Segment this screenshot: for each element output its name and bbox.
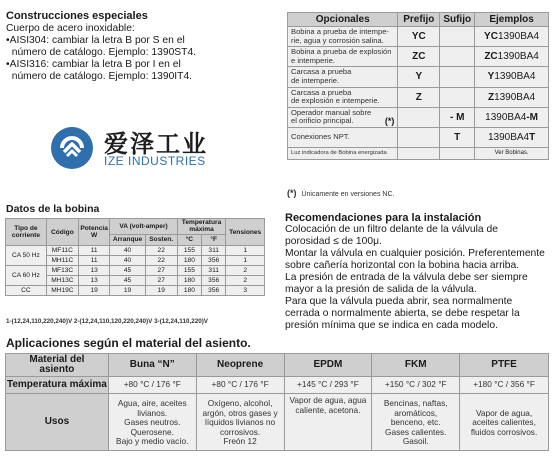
option-prefijo: [398, 107, 440, 127]
option-prefijo: [398, 127, 440, 147]
coil-f: 311: [202, 266, 226, 276]
seat-usos-row: [6, 394, 549, 451]
option-sufijo: [440, 87, 475, 107]
usos-line: fluidos corrosivos.: [470, 426, 538, 437]
material-temp: +150 °C / 302 °F: [372, 377, 460, 394]
coil-codigo: MF11C: [46, 246, 78, 256]
coil-codigo: MH13C: [46, 276, 78, 286]
option-desc: [288, 27, 398, 47]
header-arranque: Arranque: [110, 234, 145, 245]
option-prefijo: Z: [398, 87, 440, 107]
options-header: Opcionales: [288, 13, 398, 27]
example-code: 1390BA4: [487, 131, 530, 143]
coil-tens: 1: [226, 256, 265, 266]
recomendacion-line: porosidad ≤ de 100μ.: [285, 236, 382, 247]
example-prefix: YC: [484, 31, 498, 43]
example-suffix: T: [529, 131, 536, 143]
recomendacion-line: La presión de entrada de la válvula debe ser siempre: [285, 272, 528, 283]
especiales-body: [6, 23, 276, 83]
coil-arranque: 40: [110, 246, 145, 256]
material-name: FKM: [372, 354, 460, 377]
option-desc-line: de intemperie.: [291, 75, 340, 85]
usos-line: líquidos livianos no: [205, 417, 276, 428]
option-desc-line: Bobina a prueba de explosión: [291, 47, 392, 57]
options-row: [288, 47, 549, 67]
usos-line: Bajo y medio vacío.: [116, 436, 189, 447]
recomendaciones-title: Recomendaciones para la instalación: [285, 212, 482, 224]
option-desc-line: Operador manual sobre: [291, 107, 372, 117]
option-desc-line: Carcasa a prueba: [291, 67, 352, 77]
recomendacion-line: Para que la válvula pueda abrir, sea normalmente: [285, 296, 513, 307]
coil-potencia: 13: [78, 276, 109, 286]
usos-line: Querosene.: [130, 426, 174, 437]
material-name: Neoprene: [196, 354, 284, 377]
options-footnote: [287, 188, 394, 198]
coil-c: 180: [177, 256, 201, 266]
header-temp: Temperatura máxima: [177, 219, 226, 235]
logo-cn-text: 爱泽工业: [104, 130, 208, 158]
option-desc: [288, 147, 398, 159]
coil-c: 180: [177, 276, 201, 286]
coil-arranque: 45: [110, 266, 145, 276]
coil-footnote: 1-(12,24,110,220,240)V 2-(12,24,110,120,220,240)V 3-(12,24,110,220)V: [6, 318, 209, 325]
option-example: [475, 127, 549, 147]
usos-line: aromáticos,: [394, 407, 438, 418]
recomendaciones-section: [285, 212, 549, 332]
usos-line: Oxígeno, alcohol,: [207, 398, 273, 409]
options-row: [288, 27, 549, 47]
material-name: EPDM: [284, 354, 372, 377]
footnote-text: Únicamente en versiones NC.: [301, 191, 395, 198]
header-tipo: Tipo de corriente: [6, 219, 47, 246]
option-example: [475, 67, 549, 87]
options-header: Prefijo: [398, 13, 440, 27]
options-row: [288, 107, 549, 127]
usos-line: caliente, acetona.: [295, 404, 361, 415]
option-desc: [288, 107, 398, 127]
ize-logo-icon: [50, 126, 94, 170]
usos-line: Vapor de agua,: [476, 407, 533, 418]
coil-codigo: MH19C: [46, 286, 78, 296]
coil-tens: 1: [226, 246, 265, 256]
especiales-title: Construcciones especiales: [6, 10, 148, 22]
material-usos: [460, 394, 549, 451]
header-va: VA (volt-amper): [110, 219, 177, 235]
coil-tens: 2: [226, 276, 265, 286]
recomendacion-line: Montar la válvula en cualquier posición. Preferentemente: [285, 248, 545, 259]
usos-line: Bencinas, naftas,: [383, 398, 448, 409]
usos-line: Gases neutros.: [124, 417, 181, 428]
option-prefijo: [398, 147, 440, 159]
options-row: [288, 87, 549, 107]
option-sufijo: [440, 67, 475, 87]
option-sufijo: [440, 47, 475, 67]
option-example: [475, 87, 549, 107]
usos-line: livianos.: [137, 407, 168, 418]
coil-sosten: 27: [145, 266, 177, 276]
option-desc-line: Luz indicadora de Bobina energizada: [291, 150, 387, 157]
temp-row-label: Temperatura máxima: [6, 377, 109, 394]
example-prefix: Y: [487, 71, 495, 83]
header-tensiones: Tensiones: [226, 219, 265, 246]
option-desc-line: rie, agua y corrosión salina.: [291, 35, 384, 45]
option-example: [475, 147, 549, 159]
material-name: PTFE: [460, 354, 549, 377]
material-usos: [284, 394, 372, 451]
usos-line: Vapor de agua, agua: [289, 395, 367, 405]
coil-tipo: CA 50 Hz: [6, 246, 47, 266]
header-fahrenheit: °F: [202, 234, 226, 245]
logo-en-text: IZE INDUSTRIES: [104, 154, 206, 168]
seat-header-label: Material del asiento: [6, 354, 109, 377]
usos-line: Gasoil.: [402, 436, 429, 447]
coil-table: [5, 218, 265, 296]
options-table: [287, 12, 549, 160]
recomendacion-line: mayor a la presión de salida de la válvula.: [285, 284, 477, 295]
coil-potencia: 13: [78, 266, 109, 276]
option-desc-line: Carcasa a prueba: [291, 87, 352, 97]
coil-sosten: 19: [145, 286, 177, 296]
options-header: Sufijo: [440, 13, 475, 27]
example-code: 1390BA4: [485, 111, 527, 123]
coil-c: 155: [177, 266, 201, 276]
especiales-line: número de catálogo. Ejemplo: 1390ST4.: [6, 47, 197, 58]
especiales-section: [6, 10, 276, 83]
recomendacion-line: cerrada o normalmente abierta, se debe respetar la: [285, 308, 520, 319]
recomendaciones-body: [285, 224, 549, 332]
example-suffix: -M: [526, 111, 538, 123]
coil-sosten: 22: [145, 246, 177, 256]
option-desc-line: el orificio principal.: [291, 116, 354, 126]
option-mark: (*): [384, 116, 395, 127]
options-header: Ejemplos: [475, 13, 549, 27]
usos-line: Freón 12: [223, 436, 257, 447]
header-celsius: °C: [177, 234, 201, 245]
coil-f: 356: [202, 256, 226, 266]
option-sufijo: T: [440, 127, 475, 147]
option-desc-line: Conexiones NPT.: [291, 132, 350, 142]
usos-line: Gases calientes.: [385, 426, 447, 437]
coil-c: 180: [177, 286, 201, 296]
material-temp: +80 °C / 176 °F: [196, 377, 284, 394]
usos-line: Agua, aire, aceites: [117, 398, 187, 409]
example-code: Ver Bobinas.: [494, 150, 529, 157]
especiales-line: número de catálogo. Ejemplo: 1390IT4.: [6, 71, 193, 82]
header-potencia: Potencia W: [78, 219, 109, 246]
coil-sosten: 27: [145, 276, 177, 286]
example-prefix: Z: [487, 91, 495, 103]
coil-f: 356: [202, 276, 226, 286]
footnote-mark: (*): [287, 188, 297, 198]
example-code: 1390BA4: [497, 51, 539, 63]
option-example: [475, 27, 549, 47]
option-sufijo: - M: [440, 107, 475, 127]
coil-row: [6, 266, 265, 276]
coil-tipo: CC: [6, 286, 47, 296]
seat-header-row: [6, 354, 549, 377]
option-desc-line: Bobina a prueba de intempe-: [291, 27, 389, 36]
material-usos: [196, 394, 284, 451]
option-desc: [288, 47, 398, 67]
usos-line: benceno, etc.: [390, 417, 441, 428]
coil-potencia: 19: [78, 286, 109, 296]
recomendacion-line: Colocación de un filtro delante de la válvula de: [285, 224, 498, 235]
recomendacion-line: presión mínima que se indica en cada modelo.: [285, 320, 498, 331]
option-example: [475, 47, 549, 67]
usos-line: argón, otros gases y: [202, 407, 278, 418]
seat-temp-row: [6, 377, 549, 394]
material-usos: [372, 394, 460, 451]
option-desc: [288, 67, 398, 87]
coil-arranque: 19: [110, 286, 145, 296]
option-desc: [288, 87, 398, 107]
option-sufijo: [440, 147, 475, 159]
coil-potencia: 11: [78, 246, 109, 256]
usos-line: aceites calientes,: [472, 417, 536, 428]
coil-tens: 3: [226, 286, 265, 296]
usos-row-label: Usos: [6, 394, 109, 451]
material-temp: +145 °C / 293 °F: [284, 377, 372, 394]
option-example: [475, 107, 549, 127]
especiales-line: •AISI304: cambiar la letra B por S en el: [6, 35, 185, 46]
option-sufijo: [440, 27, 475, 47]
header-sosten: Sosten.: [145, 234, 177, 245]
options-header-row: [288, 13, 549, 27]
material-temp: +80 °C / 176 °F: [108, 377, 196, 394]
material-usos: [108, 394, 196, 451]
example-code: 1390BA4: [497, 31, 540, 43]
header-codigo: Código: [46, 219, 78, 246]
seat-table: [5, 353, 549, 451]
coil-arranque: 45: [110, 276, 145, 286]
coil-tens: 2: [226, 266, 265, 276]
usos-line: corrosivos.: [220, 426, 261, 437]
material-temp: +180 °C / 356 °F: [460, 377, 549, 394]
options-row: [288, 147, 549, 159]
ize-logo: [46, 120, 246, 176]
option-prefijo: ZC: [398, 47, 440, 67]
coil-arranque: 40: [110, 256, 145, 266]
coil-codigo: MF13C: [46, 266, 78, 276]
aplicaciones-title: Aplicaciones según el material del asiento.: [6, 336, 251, 350]
coil-codigo: MH11C: [46, 256, 78, 266]
coil-tipo: CA 60 Hz: [6, 266, 47, 286]
coil-row: [6, 246, 265, 256]
especiales-line: Cuerpo de acero inoxidable:: [6, 23, 135, 34]
coil-row: [6, 286, 265, 296]
option-prefijo: Y: [398, 67, 440, 87]
coil-f: 356: [202, 286, 226, 296]
options-row: [288, 67, 549, 87]
recomendacion-line: sobre cañería horizontal con la bobina hacia arriba.: [285, 260, 520, 271]
coil-c: 155: [177, 246, 201, 256]
especiales-line: •AISI316: cambiar la letra B por I en el: [6, 59, 181, 70]
material-name: Buna “N”: [108, 354, 196, 377]
example-code: 1390BA4: [494, 91, 536, 103]
option-desc-line: e intemperie.: [291, 55, 335, 65]
coil-f: 311: [202, 246, 226, 256]
example-code: 1390BA4: [494, 71, 536, 83]
coil-sosten: 22: [145, 256, 177, 266]
bobina-title: Datos de la bobina: [6, 203, 100, 215]
example-prefix: ZC: [484, 51, 498, 63]
option-prefijo: YC: [398, 27, 440, 47]
options-row: [288, 127, 549, 147]
option-desc-line: de explosión e intemperie.: [291, 96, 380, 106]
coil-potencia: 11: [78, 256, 109, 266]
option-desc: [288, 127, 398, 147]
